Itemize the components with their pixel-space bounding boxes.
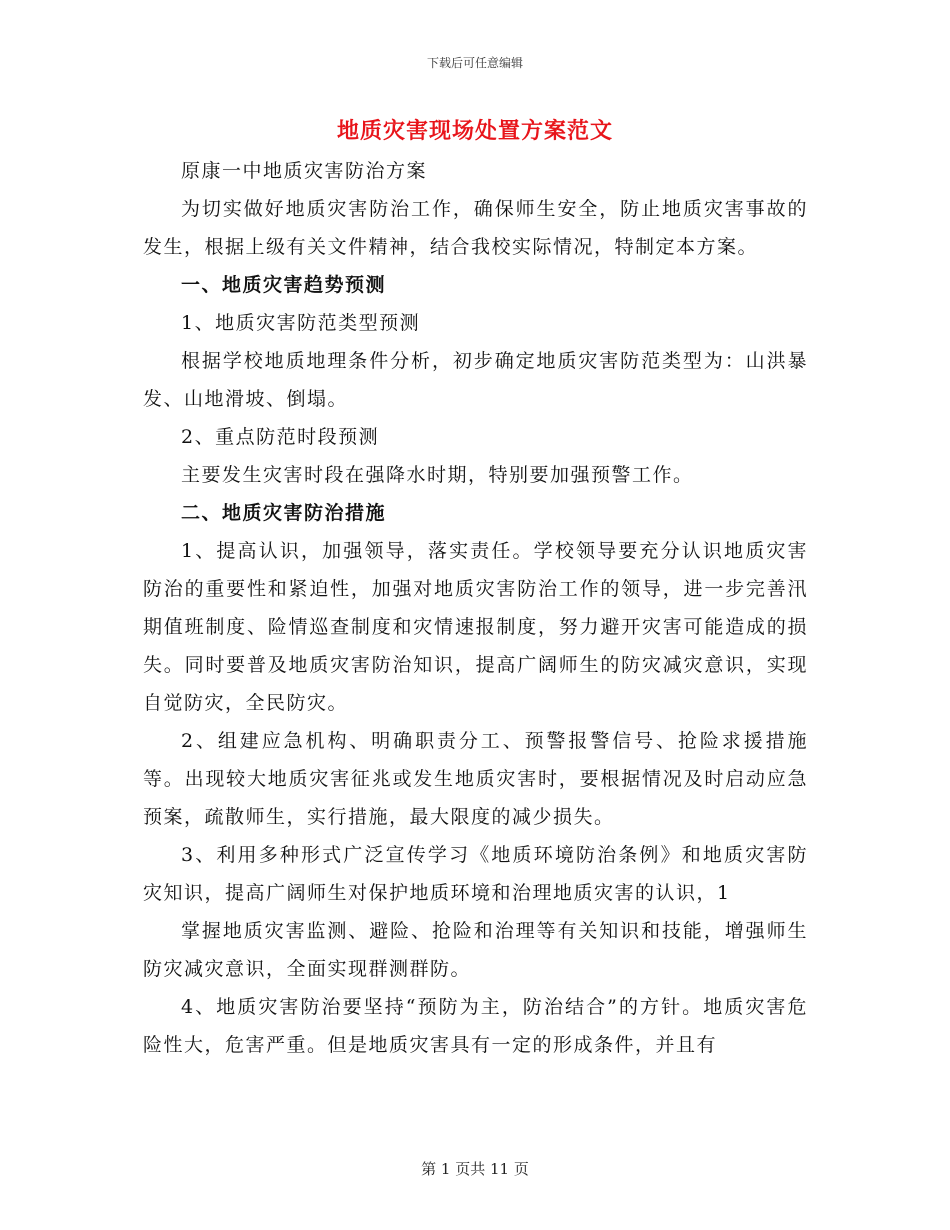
paragraph-2-3: 3、利用多种形式广泛宣传学习《地质环境防治条例》和地质灾害防灾知识，提高广阔师生对保护地质环境和治理地质灾害的认识，1 bbox=[143, 844, 808, 904]
paragraph-2-1: 1、提高认识，加强领导，落实责任。学校领导要充分认识地质灾害防治的重要性和紧迫性，加强对地质灾害防治工作的领导，进一步完善汛期值班制度、险情巡查制度和灾情速报制度，努力避开灾害可能造成的损失。同时要普及地质灾害防治知识，提高广阔师生的防灾减灾意识，实现自觉防灾，全民防灾。 bbox=[143, 540, 808, 714]
paragraph-2-4: 4、地质灾害防治要坚持“预防为主，防治结合”的方针。地质灾害危险性大，危害严重。但是地质灾害具有一定的形成条件，并且有 bbox=[143, 996, 808, 1056]
section-heading-2: 二、地质灾害防治措施 bbox=[181, 502, 387, 524]
paragraph-1-2: 主要发生灾害时段在强降水时期，特别要加强预警工作。 bbox=[181, 464, 694, 486]
page-header: 下载后可任意编辑 bbox=[426, 56, 523, 70]
paragraph-school-plan: 原康一中地质灾害防治方案 bbox=[181, 160, 428, 182]
subheading-1-1: 1、地质灾害防范类型预测 bbox=[181, 312, 421, 334]
section-heading-1: 一、地质灾害趋势预测 bbox=[181, 274, 387, 296]
paragraph-2-3-cont: 掌握地质灾害监测、避险、抢险和治理等有关知识和技能，增强师生防灾减灾意识，全面实现群测群防。 bbox=[143, 920, 808, 980]
paragraph-2-2: 2、组建应急机构、明确职责分工、预警报警信号、抢险求援措施等。出现较大地质灾害征兆或发生地质灾害时，要根据情况及时启动应急预案，疏散师生，实行措施，最大限度的减少损失。 bbox=[143, 730, 808, 828]
paragraph-intro: 为切实做好地质灾害防治工作，确保师生安全，防止地质灾害事故的发生，根据上级有关文件精神，结合我校实际情况，特制定本方案。 bbox=[143, 198, 808, 258]
document-body bbox=[143, 152, 808, 1064]
document-title: 地质灾害现场处置方案范文 bbox=[336, 118, 613, 144]
paragraph-1-1: 根据学校地质地理条件分析，初步确定地质灾害防范类型为：山洪暴发、山地滑坡、倒塌。 bbox=[143, 350, 808, 410]
subheading-1-2: 2、重点防范时段预测 bbox=[181, 426, 380, 448]
page-footer: 第 1 页共 11 页 bbox=[421, 1160, 529, 1178]
